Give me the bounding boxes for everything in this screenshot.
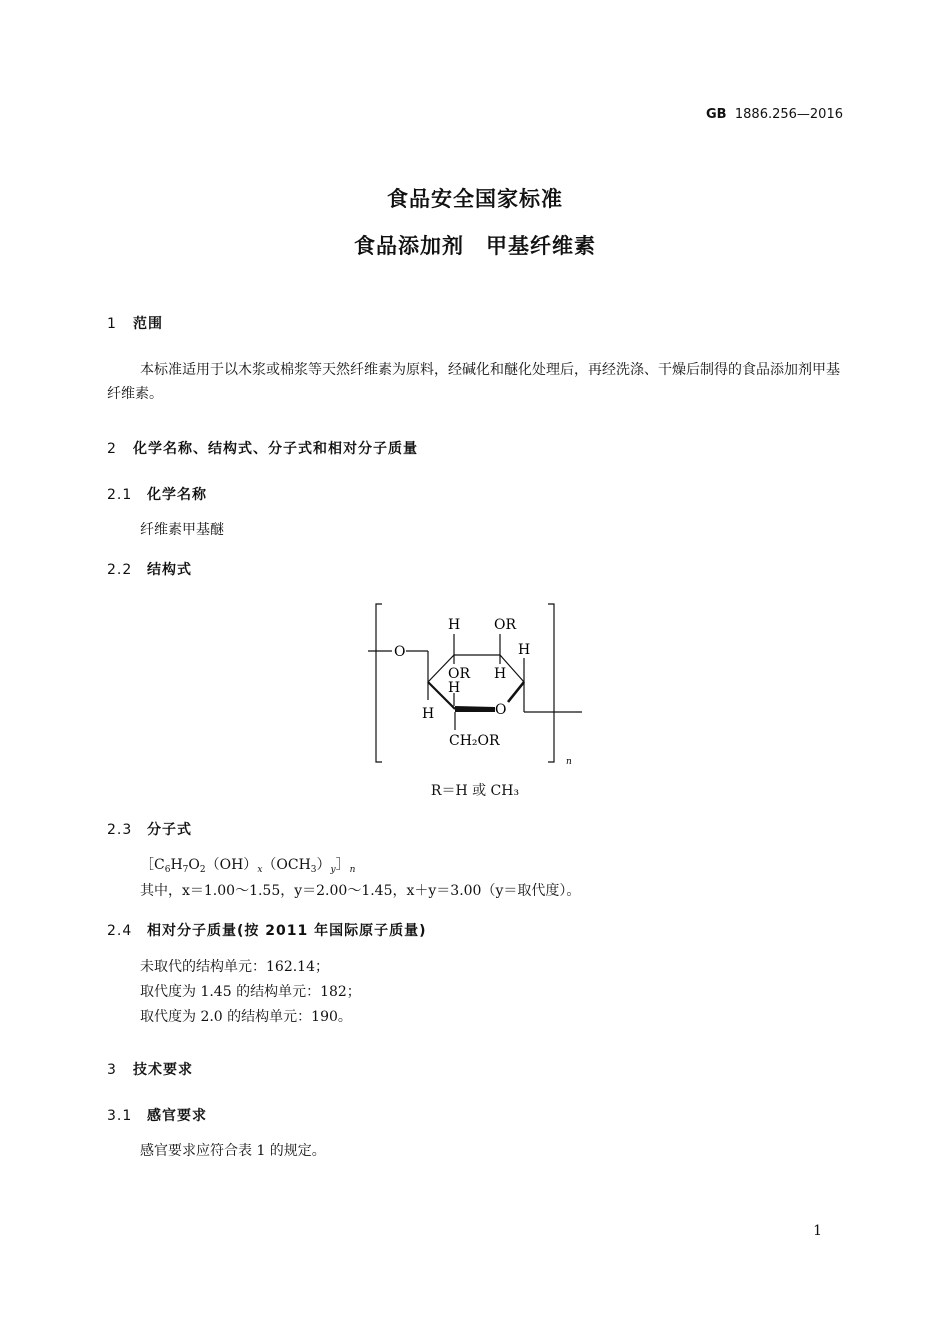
ring-bold-bond — [455, 706, 495, 712]
section-2-2-heading — [107, 559, 192, 579]
section-2-heading — [107, 438, 418, 458]
mass-line-3: 取代度为 2.0 的结构单元：190。 — [140, 1009, 352, 1025]
label-h-mid-left: H — [448, 680, 461, 696]
molecular-formula: $[C_6H_7O_2(OH)_x(OCH_3)_y]_n$ — [140, 857, 356, 875]
section-title: 化学名称、结构式、分子式和相对分子质量 — [133, 441, 418, 457]
ring-oxygen: O — [495, 702, 507, 718]
section-title: 感官要求 — [147, 1108, 207, 1124]
right-bracket — [548, 604, 554, 762]
section-3-heading — [107, 1059, 193, 1079]
document-subtitle: 食品添加剂 甲基纤维素 — [354, 234, 596, 258]
standard-number — [706, 107, 843, 122]
ring-upper-edges — [428, 655, 524, 682]
sensory-requirement-text: 感官要求应符合表 1 的规定。 — [140, 1143, 326, 1159]
section-1-heading — [107, 313, 163, 333]
section-title: 结构式 — [147, 562, 192, 578]
section-number: 3 — [107, 1062, 117, 1078]
section-2-3-heading — [107, 819, 192, 839]
section-number: 2.3 — [107, 822, 133, 838]
section-number: 2.1 — [107, 487, 133, 503]
section-3-1-heading — [107, 1105, 207, 1125]
label-ch2or: CH₂OR — [449, 733, 500, 749]
section-title: 技术要求 — [133, 1062, 193, 1078]
glycosidic-oxygen: O — [394, 644, 406, 660]
mass-line-2: 取代度为 1.45 的结构单元：182； — [140, 984, 361, 1000]
section-title: 相对分子质量(按 2011 年国际原子质量) — [147, 923, 427, 939]
label-h-top: H — [448, 617, 461, 633]
section-number: 1 — [107, 316, 117, 332]
chemical-name: 纤维素甲基醚 — [140, 522, 224, 538]
section-number: 2.2 — [107, 562, 133, 578]
formula-ranges: 其中，x＝1.00～1.55，y＝2.00～1.45，x＋y＝3.00（y＝取代度）。 — [140, 883, 581, 899]
page-number: 1 — [813, 1223, 822, 1239]
section-title: 化学名称 — [147, 487, 207, 503]
ring-o-c1-wedge — [508, 682, 524, 702]
label-h-bottom-left: H — [422, 706, 435, 722]
structural-formula — [360, 598, 590, 773]
label-h-right: H — [518, 642, 531, 658]
standard-code: 1886.256—2016 — [734, 107, 843, 122]
label-or-top: OR — [494, 617, 517, 633]
label-h-mid-right: H — [494, 666, 507, 682]
r-definition: R＝H 或 CH₃ — [430, 783, 520, 799]
section-2-1-heading — [107, 484, 207, 504]
section-number: 2.4 — [107, 923, 133, 939]
section-title: 范围 — [133, 316, 163, 332]
label-or-mid: OR — [448, 666, 471, 682]
section-1-paragraph: 本标准适用于以木浆或棉浆等天然纤维素为原料，经碱化和醚化处理后，再经洗涤、干燥后制得的食品添加剂甲基纤维素。 — [107, 362, 840, 402]
section-title: 分子式 — [147, 822, 192, 838]
standard-prefix: GB — [706, 107, 727, 122]
section-number: 3.1 — [107, 1108, 133, 1124]
document-title: 食品安全国家标准 — [387, 187, 563, 211]
repeat-n: n — [566, 757, 572, 767]
mass-line-1: 未取代的结构单元：162.14； — [140, 959, 329, 975]
section-number: 2 — [107, 441, 117, 457]
section-2-4-heading — [107, 920, 427, 940]
left-bracket — [376, 604, 382, 762]
